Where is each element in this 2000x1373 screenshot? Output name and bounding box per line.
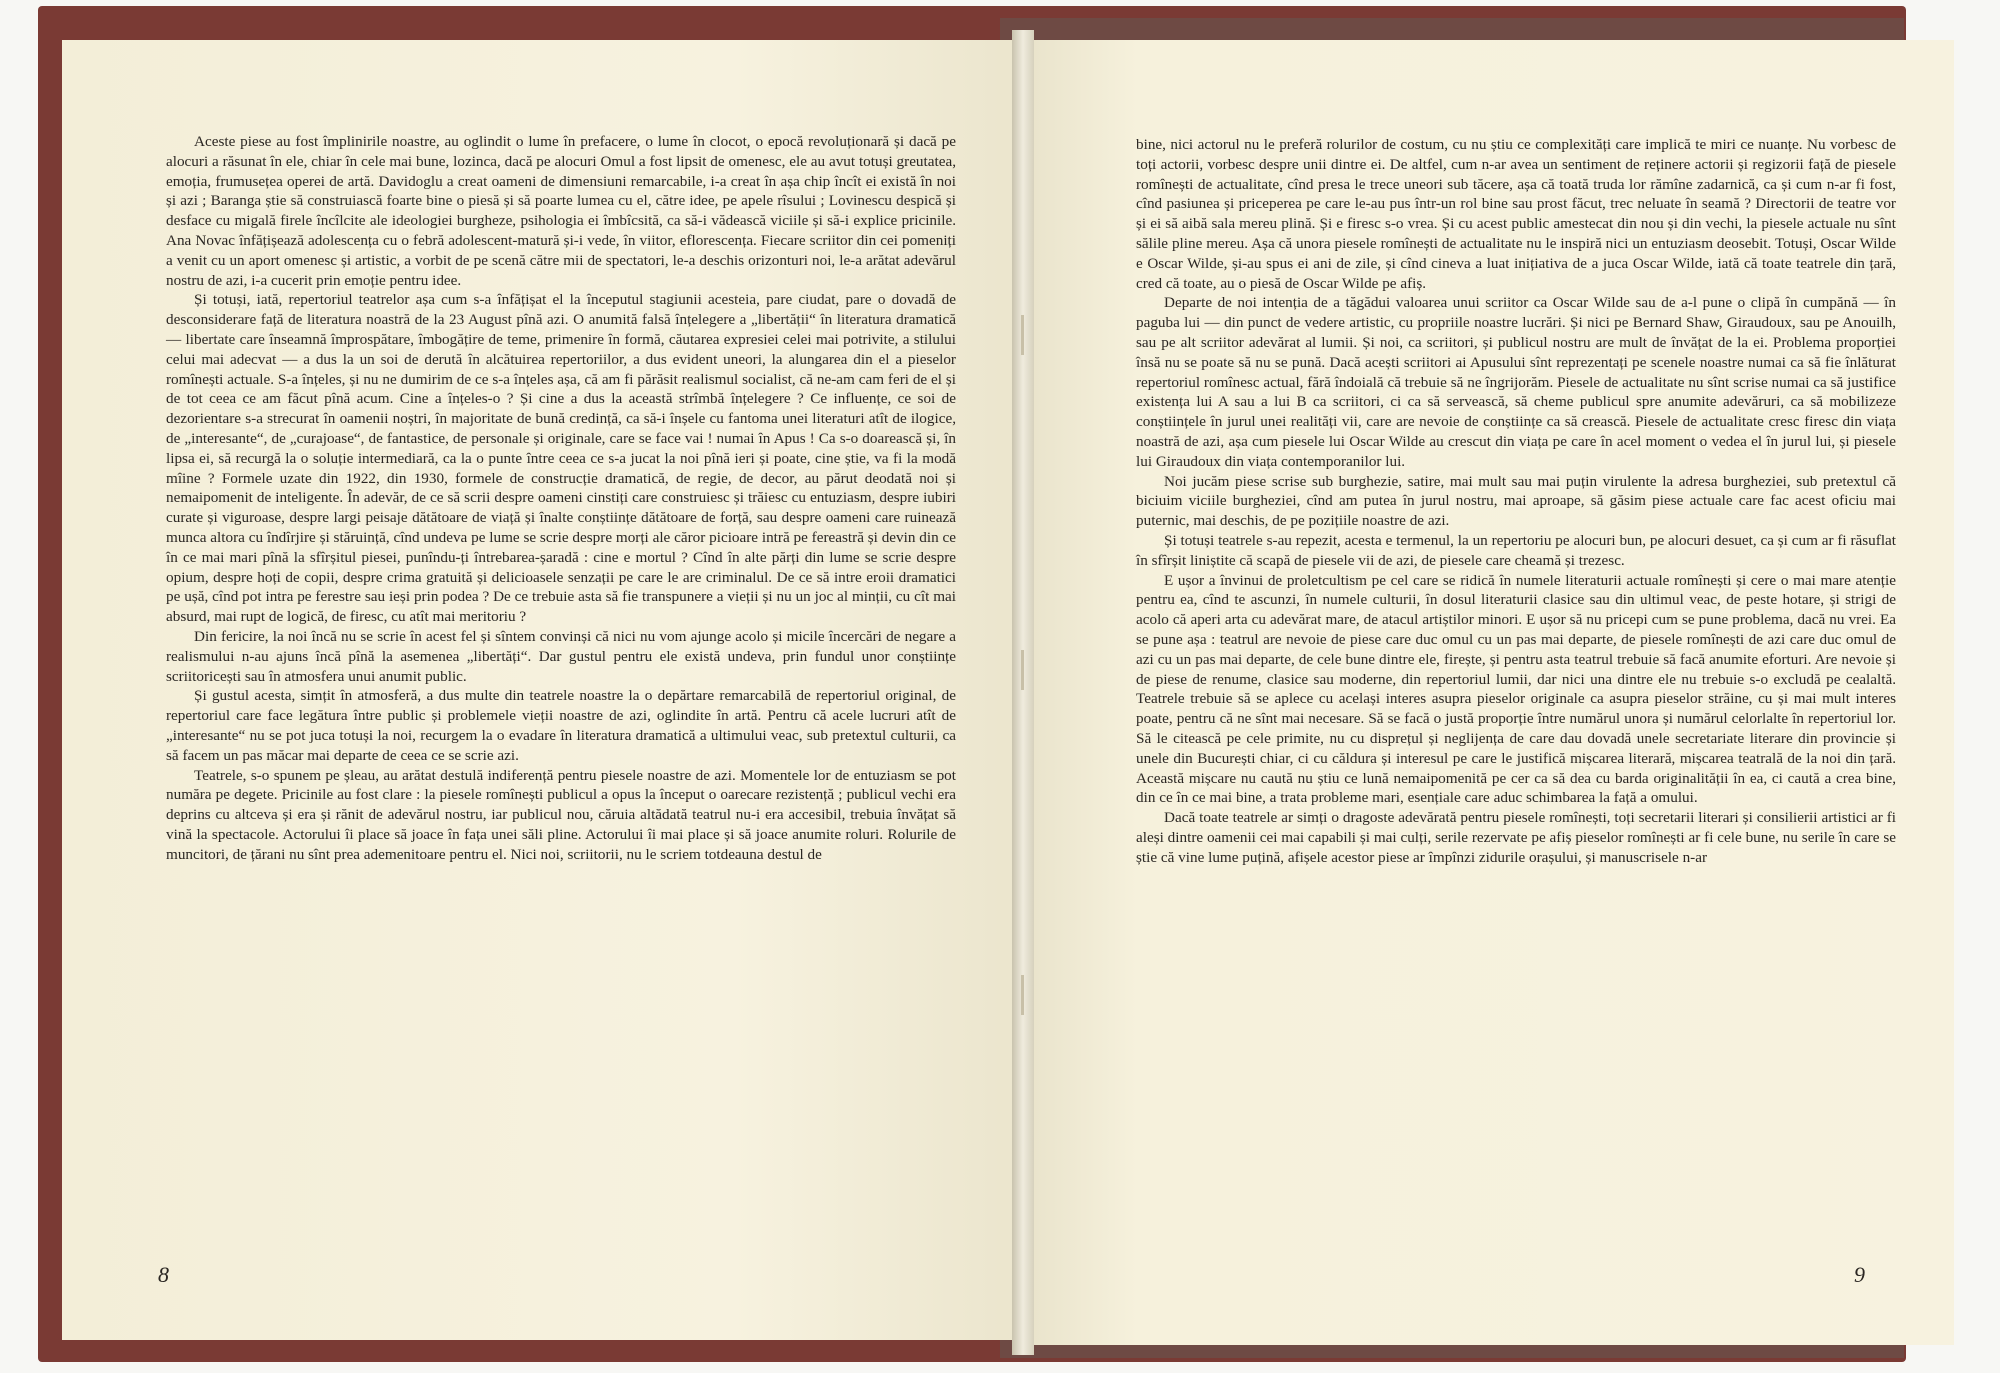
paragraph: E ușor a învinui de proletcultism pe cel care se ridică în numele literaturii actuale romînești și cere o mai mare atenție pentru ea, cînd te ascunzi, în numele culturii, în dosul literaturii clasice sau din ultimul veac, de peste hotare, și strigi de acolo că aperi arta cu adevărat mare, de atacul artiștilor minori. E ușor să nu pricepi cum se pune problema, dacă nu vrei. Ea se pune așa : teatrul are nevoie de piese care duc omul cu un pas mai departe, de piesele romînești de azi care duc omul de azi cu un pas mai departe, de cele bune dintre ele, firește, și pentru asta teatrul trebuie să facă anumite eforturi. Are nevoie și de piese de renume, clasice sau moderne, din repertoriul lumii, dar nici una dintre ele nu trebuie s-o excludă pe cealaltă. Teatrele trebuie să se aplece cu același interes asupra pieselor originale ca asupra pieselor străine, cu și mai mult interes poate, pentru că ne sînt mai necesare. Să se facă o justă proporție între numărul unora și numărul celorlalte în repertoriul lor. Să le citească pe cele primite, nu cu disprețul și neglijența de care dau dovadă unele secretariate literare din provincie și unele din București chiar, ci cu căldura și interesul pe care le justifică mișcarea literară, mișcarea teatrală de la noi din țară. Această mișcare nu caută nu știu ce lună nemaipomenită pe cer ca să dea cu barda originalității în ea, ci caută a crea bine, din ce în ce mai bine, a trata probleme mari, esențiale care aduc schimbarea la față a omului. xyxy=(1136,571,1896,807)
paragraph: Departe de noi intenția de a tăgădui valoarea unui scriitor ca Oscar Wilde sau de a-l pune o clipă în cumpănă — în paguba lui — din punct de vedere artistic, cu propriile noastre lucrări. Și nici pe Bernard Shaw, Giraudoux, sau pe Anouilh, sau pe alt scriitor adevărat al lumii. Și noi, ca scriitori, și publicul nostru are mult de învățat de la ei. Problema proporției însă nu se poate să nu se pună. Dacă acești scriitori ai Apusului sînt reprezentați pe scenele noastre numai ca să fie înlăturat repertoriul romînesc actual, fără îndoială că trebuie să ne îngrijorăm. Piesele de actualitate nu sînt scrise numai ca să justifice existența lui A sau a lui B ca scriitori, ci ca să servească, să cheme publicul spre anumite adevăruri, ca să mobilizeze conștiințele în jurul unei realități vii, care are nevoie de conștiințe ca să crească. Piesele de actualitate cresc firesc din viața noastră de azi, așa cum piesele lui Oscar Wilde au crescut din viața pe care în acel moment o vedea el în jurul lui, și piesele lui Giraudoux din viața contemporanilor lui. xyxy=(1136,294,1896,470)
binding-stitch xyxy=(1021,315,1024,355)
right-page-text xyxy=(1136,135,1896,867)
paragraph: Și totuși, iată, repertoriul teatrelor așa cum s-a înfățișat el la începutul stagiunii acesteia, pare ciudat, pare o dovadă de desconsiderare față de literatura noastră de la 23 August pînă azi. O anumită falsă înțelegere a „libertății“ în literatura dramatică — libertate care înseamnă împrospătare, îmbogățire de teme, primenire în formă, căutarea expresiei celei mai potrivite, a stilului celui mai adecvat — a dus la un soi de derută în alcătuirea repertoriilor, a dus evident uneori, la alungarea din el a pieselor romînești actuale. S-a înțeles, și nu ne dumirim de ce s-a înțeles așa, că am fi părăsit realismul socialist, că ne-am cam feri de el și de tot ceea ce am făcut pînă acum. Cine a înțeles-o ? Și cine a dus la această strîmbă înțelegere ? Ce influențe, ce soi de dezorientare s-a strecurat în oamenii noștri, în majoritate de bună credință, ca să-i înșele cu fantoma unei literaturi atît de ilogice, de „interesante“, de „curajoase“, de fantastice, de personale și originale, care se face vai ! numai în Apus ! Ca s-o doarească și, în lipsa ei, să recurgă la o soluție intermediară, ca la o punte între ceea ce s-a jucat la noi pînă ieri și poate, cine știe, va fi la modă mîine ? Formele uzate din 1922, din 1930, formele de construcție dramatică, de regie, de decor, au părut deodată noi și nemaipomenit de inteligente. În adevăr, de ce să scrii despre oameni cinstiți care construiesc și trăiesc cu entuziasm, despre iubiri curate și viguroase, despre largi peisaje dătătoare de viață și înalte conștiințe dătătoare de forță, sau despre oameni care ruinează munca altora cu îndîrjire și stăruință, cînd undeva pe lume se scrie despre morți ale căror picioare intră pe fereastră și devin din ce în ce mai mari pînă la sfîrșitul piesei, punîndu-ți întrebarea-șaradă : cine e mortul ? Cînd în alte părți din lume se scrie despre opium, despre hoți de copii, despre crima gratuită și delicioasele senzații pe care le are criminalul. De ce să intre eroii dramatici pe ușă, cînd pot intra pe ferestre sau ieși prin podea ? De ce trebuie asta să fie transpunere a vieții și nu un joc al minții, cu cît mai absurd, mai rupt de logică, de firesc, cu atît mai meritoriu ? xyxy=(166,291,956,626)
paragraph: Și totuși teatrele s-au repezit, acesta e termenul, la un repertoriu pe alocuri bun, pe alocuri desuet, ca și cum ar fi răsuflat în sfîrșit liniștite că scapă de piesele vii de azi, de piesele care cheamă și trezesc. xyxy=(1136,531,1896,569)
page-number: 9 xyxy=(1854,1262,1865,1287)
right-page xyxy=(1026,40,1954,1345)
paragraph: Din fericire, la noi încă nu se scrie în acest fel și sîntem convinși că nici nu vom ajunge acolo și micile încercări de negare a realismului n-au ajuns încă pînă la asemenea „libertăți“. Dar gustul pentru ele există undeva, prin fundul unor conștiințe scriitoricești sau în atmosfera unui anumit public. xyxy=(166,627,956,685)
binding-stitch xyxy=(1021,650,1024,690)
paragraph: Aceste piese au fost împlinirile noastre, au oglindit o lume în prefacere, o lume în clocot, o epocă revoluționară și dacă pe alocuri a răsunat în ele, chiar în cele mai bune, lozinca, dacă pe alocuri Omul a fost lipsit de omenesc, ele au avut totuși greutatea, emoția, frumusețea operei de artă. Davidoglu a creat oameni de dimensiuni remarcabile, i-a creat în așa chip încît ei există în noi și azi ; Baranga știe să construiască foarte bine o piesă și să poarte lumea cu el, către idee, pe apele rîsului ; Lovinescu despică și desface cu migală firele încîlcite ale ideologiei burgheze, psihologia ei îmbîcsită, ca să-i vădească viciile și să-i explice pricinile. Ana Novac înfățișează adolescența cu o febră adolescent-matură și-i vede, în viitor, eflorescența. Fiecare scriitor din cei pomeniți a venit cu un aport omenesc și artistic, a vorbit de pe scenă către mii de spectatori, le-a deschis orizonturi noi, le-a arătat adevărul nostru de azi, i-a cucerit prin emoție pentru idee. xyxy=(166,133,956,289)
paragraph: Teatrele, s-o spunem pe șleau, au arătat destulă indiferență pentru piesele noastre de azi. Momentele lor de entuziasm se pot număra pe degete. Pricinile au fost clare : la piesele romînești publicul a opus la început o oarecare rezistență ; publicul vechi era deprins cu altceva și era și rănit de adevărul nostru, iar publicul nou, căruia altădată teatrul nu-i era accesibil, trebuia învățat să vină la spectacole. Actorului îi place să joace în fața unei săli pline. Actorului îi mai place și să joace anumite roluri. Rolurile de muncitori, de țărani nu sînt prea ademenitoare pentru el. Nici noi, scriitorii, nu le scriem totdeauna destul de xyxy=(166,766,956,863)
page-number: 8 xyxy=(158,1262,169,1287)
left-page-text xyxy=(166,132,956,864)
binding-stitch xyxy=(1021,975,1024,1015)
paragraph: Și gustul acesta, simțit în atmosferă, a dus multe din teatrele noastre la o depărtare remarcabilă de repertoriul original, de repertoriul care face legătura între public și problemele vieții noastre de azi, oglindite în artă. Pentru că acele lucruri atît de „interesante“ nu se pot juca totuși la noi, recurgem la o evadare în literatura dramatică a ultimului veac, sub pretextul culturii, ca să facem un pas măcar mai departe de ceea ce se scrie azi. xyxy=(166,687,956,764)
paragraph: Noi jucăm piese scrise sub burghezie, satire, mai mult sau mai puțin virulente la adresa burgheziei, sub pretextul că biciuim viciile burgheziei, cînd am putea în jurul nostru, mai aproape, să găsim piese actuale care fac acest oficiu mai puternic, mai deschis, de pe pozițiile noastre de azi. xyxy=(1136,472,1896,530)
paragraph: Dacă toate teatrele ar simți o dragoste adevărată pentru piesele romînești, toți secretarii literari și consilierii artistici ar fi aleși dintre oamenii cei mai capabili și mai culți, serile rezervate pe afiș pieselor romînești ar fi cele bune, nu serile în care se știe că vine lume puțină, afișele acestor piese ar împînzi zidurile orașului, și manuscrisele n-ar xyxy=(1136,809,1896,866)
paragraph: bine, nici actorul nu le preferă rolurilor de costum, cu nu știu ce complexități care implică te miri ce nuanțe. Nu vorbesc de toți actorii, vorbesc despre unii dintre ei. De altfel, cum n-ar avea un sentiment de reținere actorii și regizorii față de piesele romînești de actualitate, cînd presa le trece uneori sub tăcere, așa că toată truda lor rămîne zadarnică, ca și cum n-ar fi fost, cînd pasiunea și priceperea pe care le-au pus într-un rol bine sau prost făcut, trec neluate în seamă ? Directorii de teatre vor și ei să aibă sala mereu plină. Și e firesc s-o vrea. Și cu acest public amestecat din nou și din vechi, la piesele actuale nu sînt sălile pline mereu. Așa că unora piesele romînești de actualitate nu le inspiră nici un entuziasm deosebit. Totuși, Oscar Wilde e Oscar Wilde, și-au spus ei ani de zile, și cînd cineva a luat inițiativa de a juca Oscar Wilde, iată că toate teatrele din țară, cred că toate, au o piesă de Oscar Wilde pe afiș. xyxy=(1136,136,1896,292)
left-page xyxy=(62,40,1022,1340)
book-gutter xyxy=(1012,30,1034,1355)
